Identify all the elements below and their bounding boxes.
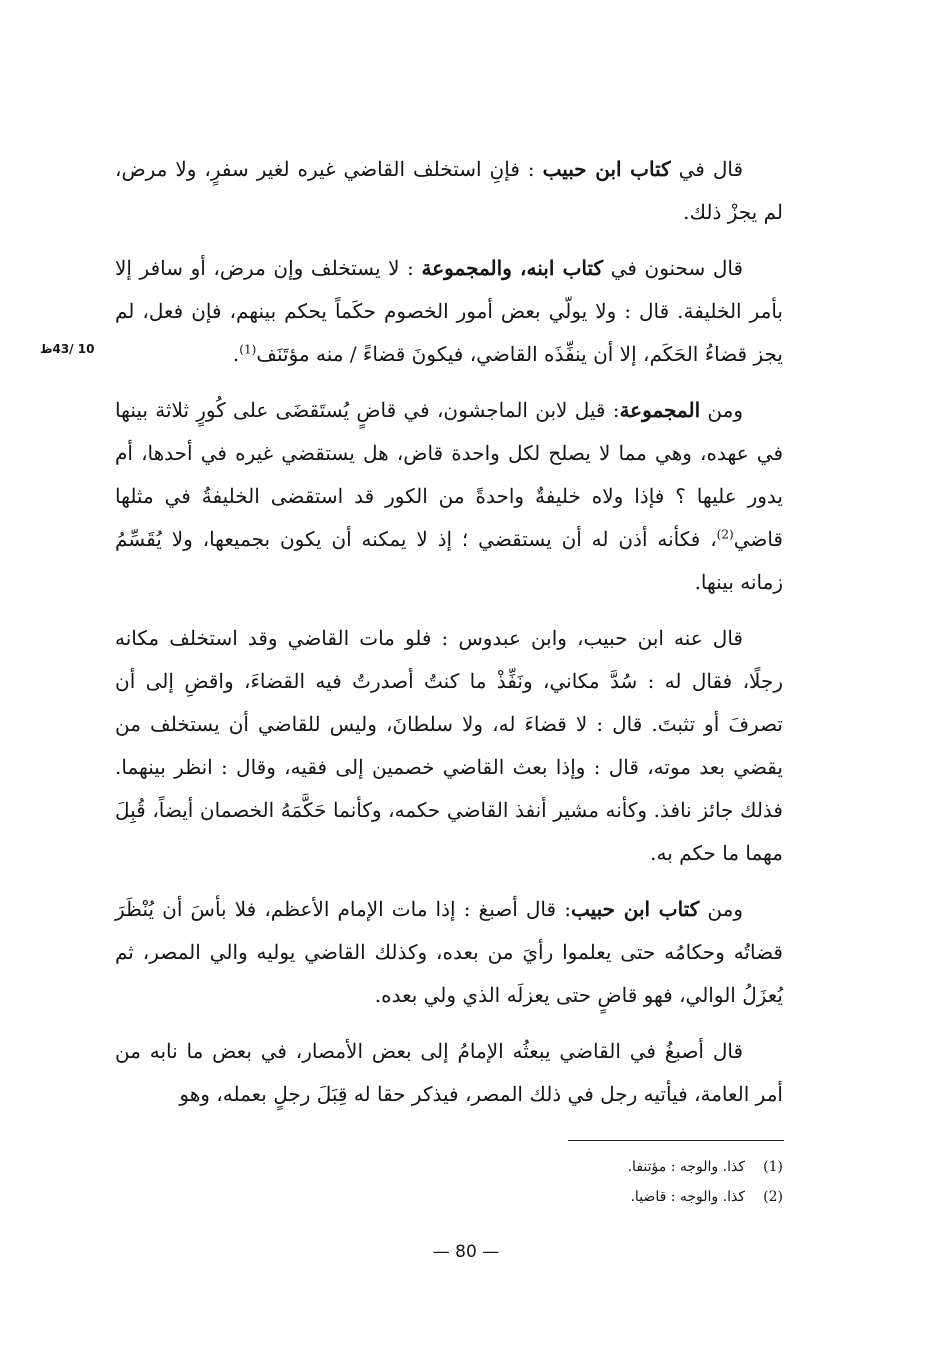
footnote-text: كذا. والوجه : مؤتنفا. [627,1159,745,1175]
source-title: كتاب ابن حبيب [542,157,671,181]
page-number: — 80 — [432,1242,500,1262]
paragraph-4: قال عنه ابن حبيب، وابن عبدوس : فلو مات القاضي وقد استخلف مكانه رجلًا، فقال له : سُدَّ مكاني، ونَفِّذْ ما كنتُ أصدرتُ فيه القضاءَ، واقضِ إلى أن تصرفَ أو تثبتَ. قال : لا قضاءَ له، ولا سلطانَ، وليس للقاضي أن يستخلف من يقضي بعد موته، قال : وإذا بعث القاضي خصمين إلى فقيه، وقال : انظر بينهما. فذلك جائز نافذ. وكأنه مشير أنفذ القاضي حكمه، وكأنما حَكَّمَهُ الخصمان أيضاً، قُبِلَ مهما ما حكم به. [115,626,783,865]
paragraph-1: قال في كتاب ابن حبيب : فإنِ استخلف القاضي غيره لغير سفرٍ، ولا مرض، لم يجزْ ذلك. [115,157,783,224]
footnote-ref-2: (2) [716,527,734,542]
footnote-number: (1) [763,1159,783,1175]
footnote-divider [568,1140,784,1141]
main-text [115,148,783,1129]
footnote-1 [400,1152,783,1182]
footnote-number: (2) [763,1189,783,1205]
footnote-ref-1: (1) [239,342,257,357]
paragraph-3: ومن المجموعة: قيل لابن الماجشون، في قاضٍ يُستَقضَى على كُورٍ ثلاثة بينها في عهده، وهي مما لا يصلح لكل واحدة قاض، هل يستقضي غيره في أحدها، أم يدور عليها ؟ فإذا ولاه خليفةٌ واحدةً من الكور قد استقضى الخليفةُ في مثلها قاضي$^{(2)}$، فكأنه أذن له أن يستقضي ؛ إذ لا يمكنه أن يكون بجميعها، ولا يُقَسِّمُ زمانه بينها. [115,398,783,594]
manuscript-folio-marker: 10 /43ظ [40,342,95,356]
footnote-text: كذا. والوجه : قاضيا. [630,1189,745,1205]
paragraph-2: قال سحنون في كتاب ابنه، والمجموعة : لا يستخلف وإن مرض، أو سافر إلا بأمر الخليفة. قال : ولا يولّي بعض أمور الخصوم حكَماً يحكم بينهم، فإن فعل، لم يجز قضاءُ الحَكَم، إلا أن ينفِّذَه القاضي، فيكونَ قضاءً / منه مؤتَنَف$^{(1)}$. [115,256,783,366]
footnotes [400,1152,783,1212]
source-title: كتاب ابن حبيب [570,897,700,921]
source-title: المجموعة [619,398,701,422]
source-title: كتاب ابنه، والمجموعة [421,256,604,280]
paragraph-5: ومن كتاب ابن حبيب: قال أصبغ : إذا مات الإمام الأعظم، فلا بأسَ أن يُنْظَرَ قضاتُه وحكامُه حتى يعلموا رأيَ من بعده، وكذلك القاضي يوليه والي المصر، ثم يُعزَلُ الوالي، فهو قاضٍ حتى يعزلَه الذي ولي بعده. [115,897,783,1007]
paragraph-6: قال أصبغُ في القاضي يبعثُه الإمامُ إلى بعض الأمصار، في بعض ما نابه من أمر العامة، فيأتيه رجل في ذلك المصر، فيذكر حقا له قِبَلَ رجلٍ بعمله، وهو [115,1039,783,1106]
footnote-2 [400,1182,783,1212]
